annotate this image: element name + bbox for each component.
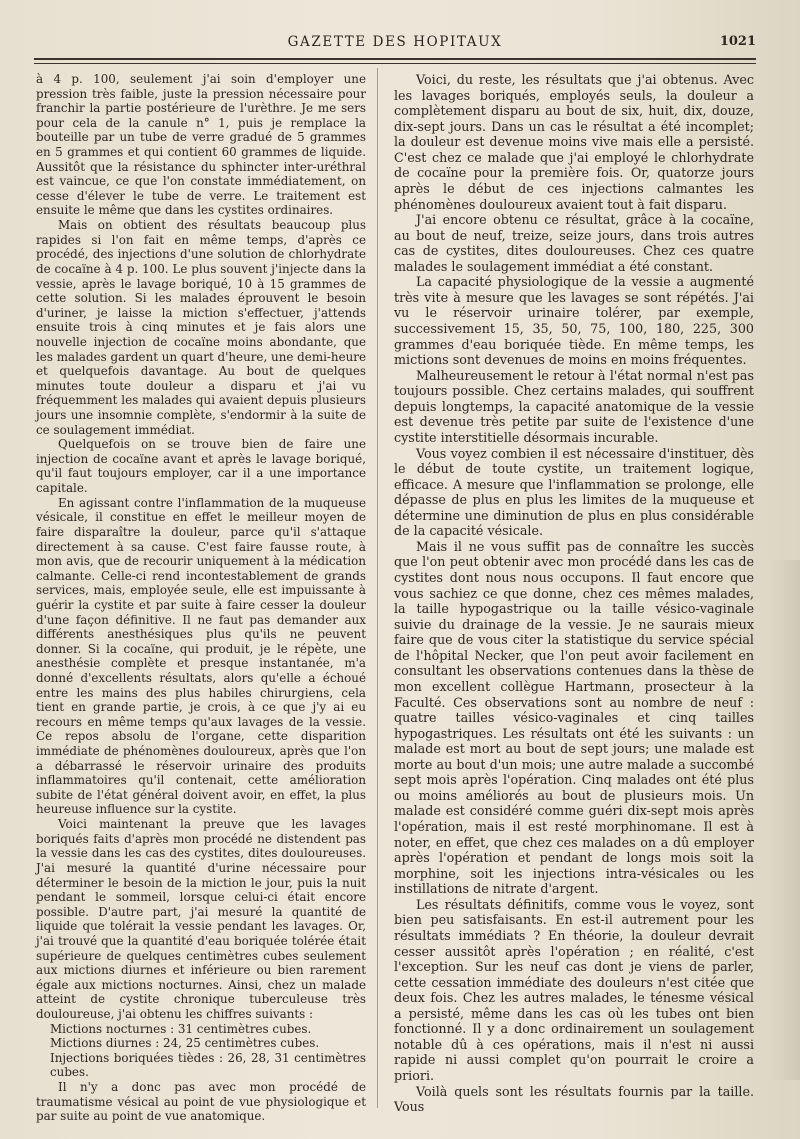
paragraph: Mais il ne vous suffit pas de connaître les succès que l'on peut obtenir avec mon procédé dans les cas de cystites dont nous nous occupons. Il faut encore que vous sachiez ce que donne, chez ces mêmes malades, la taille hypogastrique ou la taille vésico-vaginale suivie du drainage de la vessie. Je ne saurais mieux faire que de vous citer la statistique du service spécial de l'hôpital Necker, que l'on peut avoir facilement en consultant les observations contenues dans la thèse de mon excellent collègue Hartmann, prosecteur à la Faculté. Ces observations sont au nombre de neuf : quatre tailles vésico-vaginales et cinq tailles hypogastriques. Les résultats ont été les suivants : un malade est mort au bout de sept jours; une malade est morte au bout d'un mois; une autre malade a succombé sept mois après l'opération. Cinq malades ont été plus ou moins améliorés au bout de plusieurs mois. Un malade est considéré comme guéri dix-sept mois après l'opération, mais il est resté morphinomane. Il est à noter, en effet, que chez ces malades on a dû employer après l'opération et pendant de longs mois soit la morphine, soit les injections intra-vésicales ou les instillations de nitrate d'argent. bbox=[394, 538, 754, 897]
left-column bbox=[36, 72, 366, 1124]
paragraph: Voilà quels sont les résultats fournis par la taille. Vous bbox=[394, 1083, 754, 1115]
paragraph: à 4 p. 100, seulement j'ai soin d'employer une pression très faible, juste la pression nécessaire pour franchir la partie postérieure de l'urèthre. Je me sers pour cela de la canule n° 1, puis je remplace la bouteille par un tube de verre gradué de 5 grammes en 5 grammes et qui contient 60 grammes de liquide. Aussitôt que la résistance du sphincter inter-uréthral est vaincue, ce que l'on constate immédiatement, on cesse d'élever le tube de verre. Le traitement est ensuite le même que dans les cystites ordinaires. bbox=[36, 72, 366, 218]
measurement-line: Mictions diurnes : 24, 25 centimètres cubes. bbox=[50, 1036, 320, 1051]
paragraph: Les résultats définitifs, comme vous le voyez, sont bien peu satisfaisants. En est-il autrement pour les résultats immédiats ? En théorie, la douleur devrait cesser aussitôt après l'opération ; en réalité, c'est l'exception. Sur les neuf cas dont je viens de parler, cette cessation immédiate des douleurs n'est citée que deux fois. Chez les autres malades, le ténesme vésical a persisté, même dans les cas où les tubes ont bien fonctionné. Il y a donc ordinairement un soulagement notable dû à ces opérations, mais il n'est ni aussi rapide ni aussi complet qu'on pourrait le croire a priori. bbox=[394, 896, 754, 1083]
paragraph: Voici, du reste, les résultats que j'ai obtenus. Avec les lavages boriqués, employés seuls, la douleur a complètement disparu au bout de six, huit, dix, douze, dix-sept jours. Dans un cas le résultat a été incomplet; la douleur est devenue moins vive mais elle a persisté. C'est chez ce malade que j'ai employé le chlorhydrate de cocaïne pour la première fois. Or, quatorze jours après le début de ces injections calmantes les phénomènes douloureux avaient tout à fait disparu. bbox=[394, 72, 754, 212]
right-column bbox=[394, 72, 754, 1115]
paragraph: Quelquefois on se trouve bien de faire une injection de cocaïne avant et après le lavage boriqué, qu'il faut toujours employer, car il a une importance capitale. bbox=[36, 437, 366, 496]
paragraph: Il n'y a donc pas avec mon procédé de traumatisme vésical au point de vue physiologique et par suite au point de vue anatomique. bbox=[36, 1080, 366, 1124]
paragraph: La capacité physiologique de la vessie a augmenté très vite à mesure que les lavages se sont répétés. J'ai vu le réservoir urinaire tolérer, par exemple, successivement 15, 35, 50, 75, 100, 180, 225, 300 grammes d'eau boriquée tiède. En même temps, les mictions sont devenues de moins en moins fréquentes. bbox=[394, 274, 754, 368]
column-divider bbox=[377, 68, 378, 1108]
page-number: 1021 bbox=[719, 34, 756, 49]
measurement-line: Mictions nocturnes : 31 centimètres cubes. bbox=[50, 1021, 312, 1036]
paragraph: Malheureusement le retour à l'état normal n'est pas toujours possible. Chez certains malades, qui souffrent depuis longtemps, la capacité anatomique de la vessie est devenue très petite par suite de l'existence d'une cystite interstitielle désormais incurable. bbox=[394, 367, 754, 445]
paragraph: En agissant contre l'inflammation de la muqueuse vésicale, il constitue en effet le meilleur moyen de faire disparaître la douleur, parce qu'il s'attaque directement à sa cause. C'est faire fausse route, à mon avis, que de recourir uniquement à la médication calmante. Celle-ci rend incontestablement de grands services, mais, employée seule, elle est impuissante à guérir la cystite et par suite à faire cesser la douleur d'une façon définitive. Il ne faut pas demander aux différents anesthésiques plus qu'ils ne peuvent donner. Si la cocaïne, qui produit, je le répète, une anesthésie complète et presque instantanée, m'a donné d'excellents résultats, alors qu'elle a échoué entre les mains des plus habiles chirurgiens, cela tient en grande partie, je crois, à ce que j'y ai eu recours en même temps qu'aux lavages de la vessie. Ce repos absolu de l'organe, cette disparition immédiate de phénomènes douloureux, après que l'on a débarrassé le réservoir urinaire des produits inflammatoires qu'il contenait, cette amélioration subite de l'état général doivent avoir, en effet, la plus heureuse influence sur la cystite. bbox=[36, 495, 366, 817]
header-rule-thick bbox=[34, 58, 756, 60]
page-header bbox=[30, 34, 760, 54]
paragraph: Mais on obtient des résultats beaucoup plus rapides si l'on fait en même temps, d'après ce procédé, des injections d'une solution de chlorhydrate de cocaïne à 4 p. 100. Le plus souvent j'injecte dans la vessie, après le lavage boriqué, 10 à 15 grammes de cette solution. Si les malades éprouvent le besoin d'uriner, je laisse la miction s'effectuer, j'attends ensuite trois à cinq minutes et je fais alors une nouvelle injection de cocaïne moins abondante, que les malades gardent un quart d'heure, une demi-heure et quelquefois davantage. Au bout de quelques minutes toute douleur a disparu et j'ai vu fréquemment les malades qui avaient depuis plusieurs jours une insomnie complète, s'endormir à la suite de ce soulagement immédiat. bbox=[36, 218, 366, 437]
measurement-line: Injections boriquées tièdes : 26, 28, 31 centimètres cubes. bbox=[50, 1050, 366, 1080]
paragraph: Voici maintenant la preuve que les lavages boriqués faits d'après mon procédé ne distendent pas la vessie dans les cas des cystites, dites douloureuses. J'ai mesuré la quantité d'urine nécessaire pour déterminer le besoin de la miction le jour, puis la nuit pendant le sommeil, lorsque celui-ci était encore possible. D'autre part, j'ai mesuré la quantité de liquide que tolérait la vessie pendant les lavages. Or, j'ai trouvé que la quantité d'eau boriquée tolérée était supérieure de quelques centimètres cubes seulement aux mictions diurnes et inférieure ou bien rarement égale aux mictions nocturnes. Ainsi, chez un malade atteint de cystite chronique tuberculeuse très douloureuse, j'ai obtenu les chiffres suivants : bbox=[36, 817, 366, 1021]
page-edge-shadow bbox=[770, 560, 800, 1080]
paragraph: Vous voyez combien il est nécessaire d'instituer, dès le début de toute cystite, un traitement logique, efficace. A mesure que l'inflammation se prolonge, elle dépasse de plus en plus les limites de la muqueuse et détermine une diminution de plus en plus considérable de la capacité vésicale. bbox=[394, 445, 754, 539]
paragraph: J'ai encore obtenu ce résultat, grâce à la cocaïne, au bout de neuf, treize, seize jours, dans trois autres cas de cystites, dites douloureuses. Chez ces quatre malades le soulagement immédiat a été constant. bbox=[394, 212, 754, 274]
journal-title: GAZETTE DES HOPITAUX bbox=[287, 34, 503, 50]
header-rule-thin bbox=[34, 63, 756, 64]
